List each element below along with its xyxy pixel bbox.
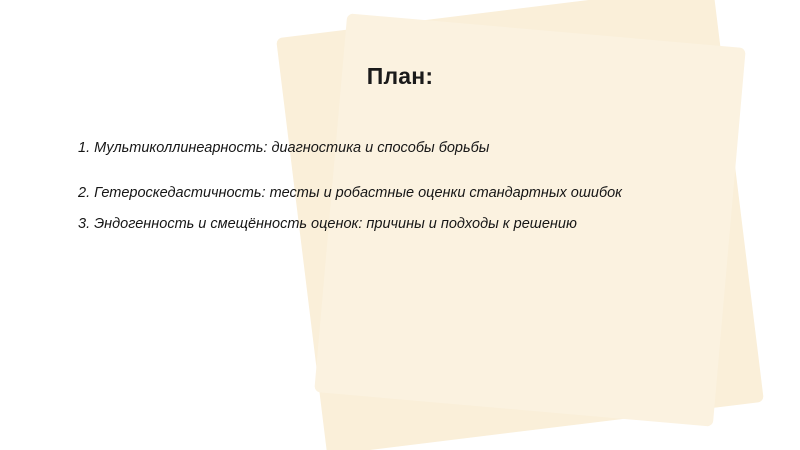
page-title: План: — [366, 63, 434, 89]
list-item: 1. Мультиколлинеарность: диагностика и способы борьбы — [78, 140, 490, 156]
plan-list — [78, 138, 638, 235]
list-item: 2. Гетероскедастичность: тесты и робастные оценки стандартных ошибок — [78, 185, 623, 202]
list-item: 3. Эндогенность и смещённость оценок: причины и подходы к решению — [78, 216, 577, 233]
